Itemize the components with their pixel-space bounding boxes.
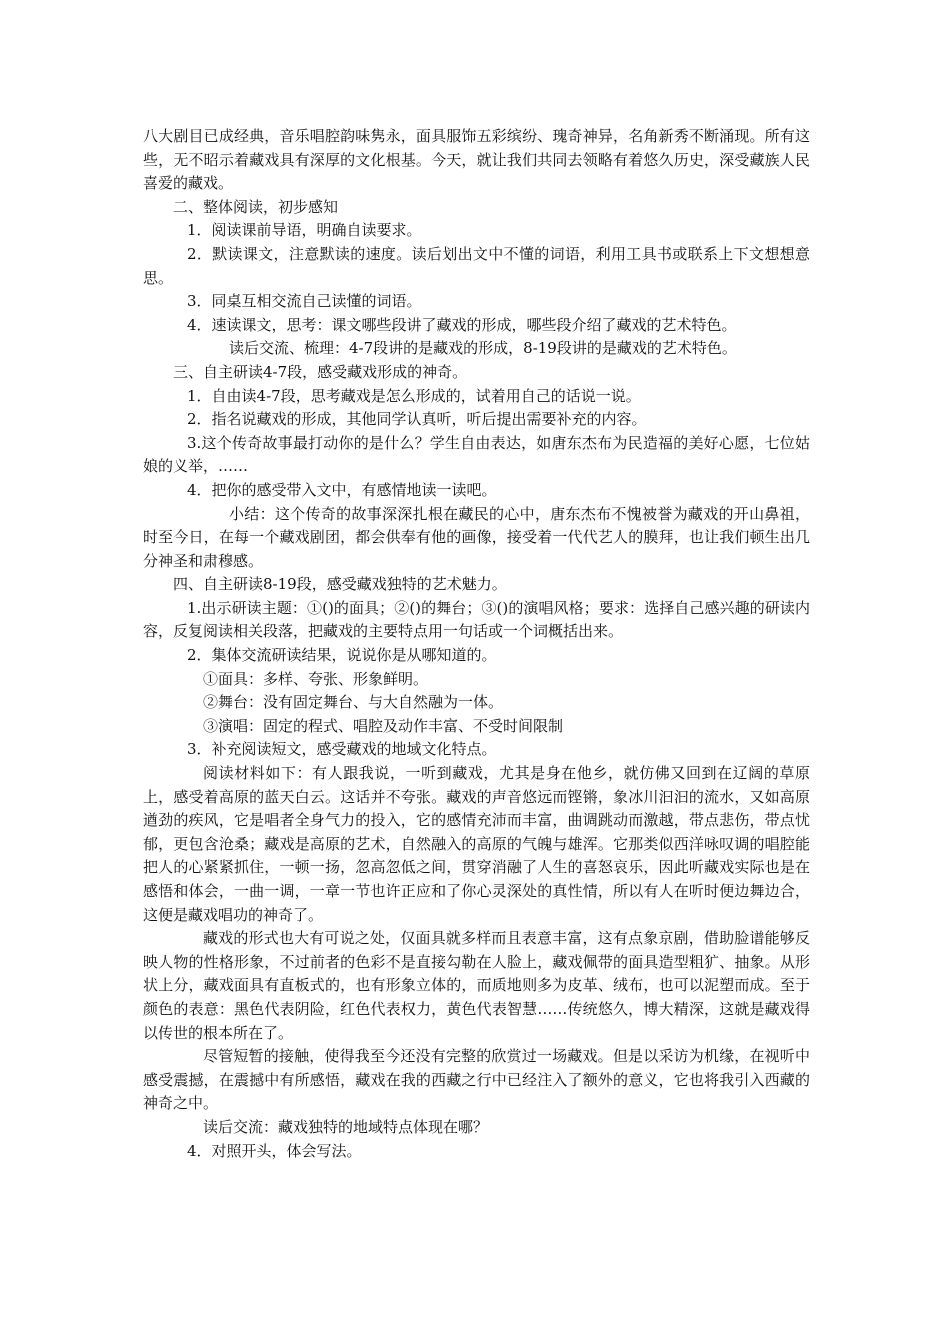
section-4-step-1: 1.出示研读主题：①()的面具；②()的舞台；③()的演唱风格；要求：选择自己感兴趣的研读内容，反复阅读相关段落，把藏戏的主要特点用一句话或一个词概括出来。 [143,598,810,641]
section-2-summary: 读后交流、梳理：4-7段讲的是藏戏的形成，8-19段讲的是藏戏的艺术特色。 [229,339,737,358]
reading-discussion-question: 读后交流：藏戏独特的地域特点体现在哪？ [203,1117,489,1136]
reading-material-paragraph-1: 阅读材料如下：有人跟我说，一听到藏戏，尤其是身在他乡，就仿佛又回到在辽阔的草原上，感受着高原的蓝天白云。这话并不夸张。藏戏的声音悠远而铿锵，象冰川汩汩的流水，又如高原遒劲的疾风，它是唱者全身气力的投入，它的感情充沛而丰富，曲调跳动而激越，带点悲伤，带点忧郁，更包含沧桑；藏戏是高原的艺术，自然融入的高原的气魄与雄浑。它那类似西洋咏叹调的唱腔能把人的心紧紧抓住，一顿一扬，忽高忽低之间，贯穿消融了人生的喜怒哀乐，因此听藏戏实际也是在感悟和体会，一曲一调，一章一节也许正应和了你心灵深处的真性情，所以有人在听时便边舞边合，这便是藏戏唱功的神奇了。 [143,764,810,924]
section-4-answer-stage: ②舞台：没有固定舞台、与大自然融为一体。 [203,693,504,712]
section-4-step-4: 4．对照开头，体会写法。 [187,1141,362,1160]
section-3-step-3: 3.这个传奇故事最打动你的是什么？学生自由表达，如唐东杰布为民造福的美好心愿，七位姑娘的义举，…… [143,433,810,476]
section-3-step-1: 1．自由读4-7段，思考藏戏是怎么形成的，试着用自己的话说一说。 [187,386,641,405]
section-3-step-4: 4．把你的感受带入文中，有感情地读一读吧。 [187,480,497,499]
section-2-step-1: 1．阅读课前导语，明确自读要求。 [187,221,422,240]
section-3-summary: 小结：这个传奇的故事深深扎根在藏民的心中，唐东杰布不愧被誉为藏戏的开山鼻祖，时至今日，在每一个藏戏剧团，都会供奉有他的画像，接受着一代代艺人的膜拜，也让我们顿生出几分神圣和肃穆感。 [143,504,810,570]
section-4-step-2: 2．集体交流研读结果，说说你是从哪知道的。 [187,646,497,665]
section-2-heading: 二、整体阅读，初步感知 [173,197,339,216]
section-4-heading: 四、自主研读8-19段，感受藏戏独特的艺术魅力。 [173,575,507,594]
section-4-answer-singing: ③演唱：固定的程式、唱腔及动作丰富、不受时间限制 [203,716,564,735]
section-3-heading: 三、自主研读4-7段，感受藏戏形成的神奇。 [173,362,468,381]
section-2-step-4: 4．速读课文，思考：课文哪些段讲了藏戏的形成，哪些段介绍了藏戏的艺术特色。 [187,315,737,334]
reading-material-paragraph-3: 尽管短暂的接触，使得我至今还没有完整的欣赏过一场藏戏。但是以采访为机缘，在视听中感受震撼，在震撼中有所感悟，藏戏在我的西藏之行中已经注入了额外的意义，它也将我引入西藏的神奇之中。 [143,1047,810,1113]
reading-material-paragraph-2: 藏戏的形式也大有可说之处，仅面具就多样而且表意丰富，这有点象京剧，借助脸谱能够反映人物的性格形象，不过前者的色彩不是直接勾勒在人脸上，藏戏佩带的面具造型粗犷、抽象。从形状上分，藏戏面具有直板式的，也有形象立体的，而质地则多为皮革、绒布，也可以泥塑而成。至于颜色的表意：黑色代表阴险，红色代表权力，黄色代表智慧……传统悠久，博大精深，这就是藏戏得以传世的根本所在了。 [143,929,810,1042]
document-page [143,125,810,1163]
section-4-step-3: 3．补充阅读短文，感受藏戏的地域文化特点。 [187,740,497,759]
section-4-answer-mask: ①面具：多样、夸张、形象鲜明。 [203,669,429,688]
section-2-step-3: 3．同桌互相交流自己读懂的词语。 [187,292,422,311]
section-3-step-2: 2．指名说藏戏的形成，其他同学认真听，听后提出需要补充的内容。 [187,410,647,429]
section-2-step-2: 2．默读课文，注意默读的速度。读后划出文中不懂的词语，利用工具书或联系上下文想想意思。 [143,244,810,287]
intro-paragraph: 八大剧目已成经典，音乐唱腔韵味隽永，面具服饰五彩缤纷、瑰奇神异，名角新秀不断涌现。所有这些，无不昭示着藏戏具有深厚的文化根基。今天，就让我们共同去领略有着悠久历史，深受藏族人民喜爱的藏戏。 [143,127,810,193]
